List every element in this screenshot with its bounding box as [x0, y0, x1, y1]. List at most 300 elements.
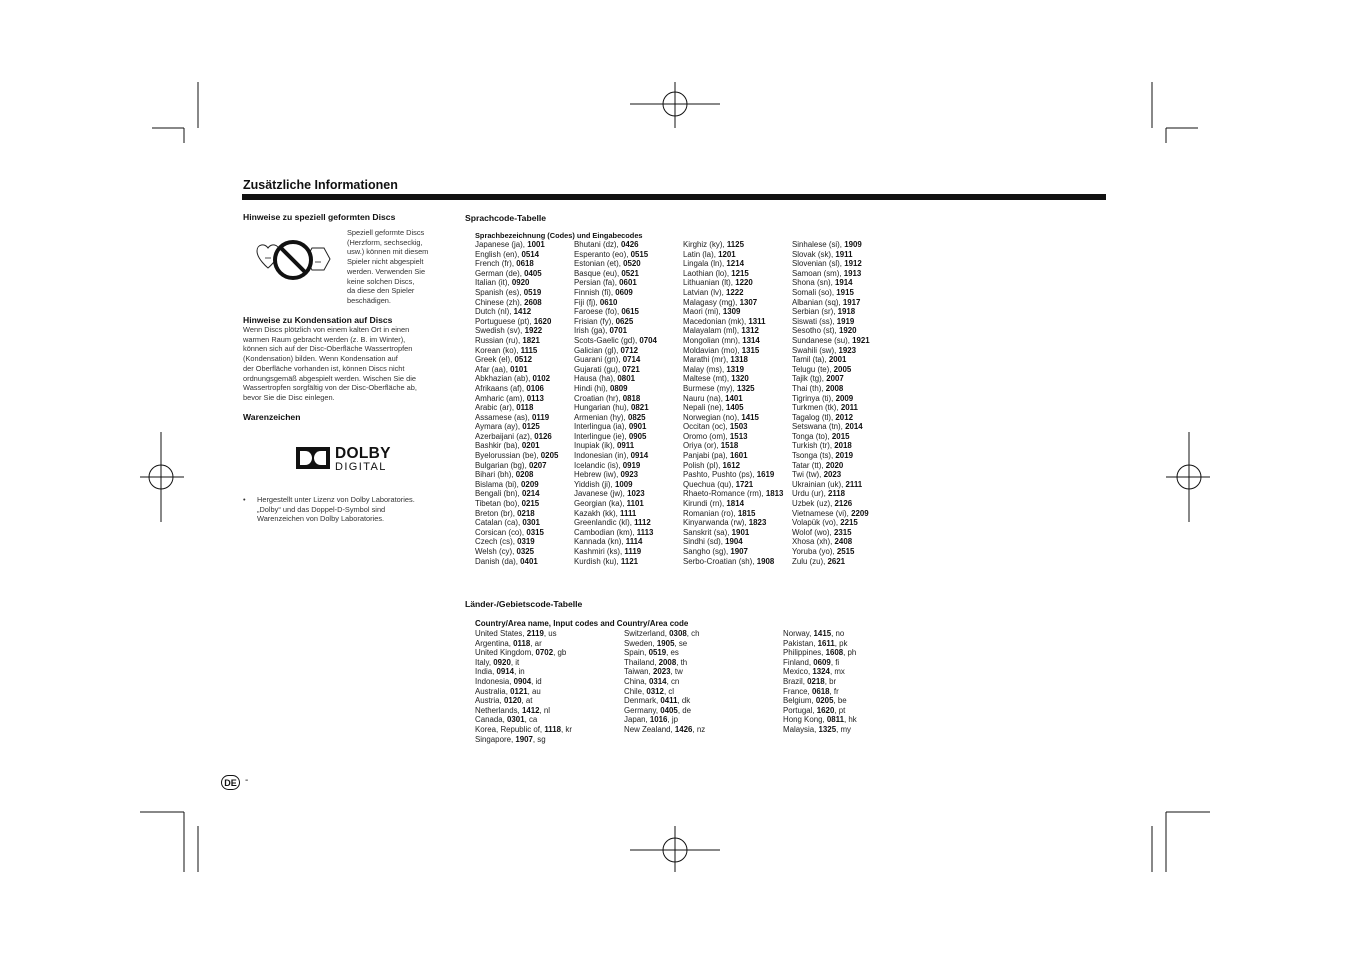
entry-name: Indonesia, — [475, 676, 514, 686]
table-row — [783, 658, 857, 668]
table-row — [792, 413, 870, 423]
entry-name: Kazakh (kk), — [574, 508, 621, 518]
entry-name: Pakistan, — [783, 638, 818, 648]
entry-name: Breton (br), — [475, 508, 518, 518]
entry-name: Swedish (sv), — [475, 326, 525, 336]
table-row — [574, 537, 657, 547]
entry-code: 1921 — [852, 335, 870, 345]
entry-code: 1415 — [741, 412, 759, 422]
table-row — [683, 547, 783, 557]
entry-code: 0209 — [521, 479, 539, 489]
table-row — [475, 696, 572, 706]
table-row — [574, 403, 657, 413]
table-row — [475, 489, 558, 499]
entry-name: Tajik (tg), — [792, 374, 827, 384]
entry-name: Basque (eu), — [574, 268, 622, 278]
table-row — [574, 441, 657, 451]
table-row — [792, 470, 870, 480]
table-row — [574, 288, 657, 298]
table-row — [683, 557, 783, 567]
table-row — [475, 537, 558, 547]
entry-code: 2020 — [825, 460, 844, 470]
entry-code: 1101 — [626, 499, 644, 509]
table-row — [475, 278, 558, 288]
table-row — [792, 509, 870, 519]
table-row — [624, 706, 705, 716]
entry-name: Finnish (fi), — [574, 287, 616, 297]
entry-name: Hungarian (hu), — [574, 403, 632, 413]
entry-name: Spain, — [624, 648, 649, 658]
table-row — [574, 451, 657, 461]
entry-name: Denmark, — [624, 696, 661, 706]
entry-name: Mongolian (mn), — [683, 335, 743, 345]
table-row — [574, 547, 657, 557]
table-row — [475, 470, 558, 480]
entry-name: Fiji (fj), — [574, 297, 600, 307]
language-column-2 — [574, 240, 657, 566]
entry-name: Bengali (bn), — [475, 489, 522, 499]
table-row — [792, 432, 870, 442]
entry-name: Interlingue (ie), — [574, 431, 629, 441]
table-row — [574, 509, 657, 519]
entry-code: 1904 — [725, 537, 743, 547]
entry-code: 0205 — [815, 696, 834, 706]
table-row — [783, 725, 857, 735]
entry-name: United Kingdom, — [475, 648, 536, 658]
entry-code: 2005 — [833, 364, 852, 374]
table-row — [792, 355, 870, 365]
entry-name: Norway, — [783, 629, 814, 638]
entry-code: 1111 — [620, 508, 637, 518]
table-row — [624, 648, 705, 658]
table-row — [792, 317, 870, 327]
entry-code: 1220 — [735, 278, 753, 288]
entry-code: 0514 — [521, 249, 540, 259]
entry-code: 0801 — [617, 374, 635, 384]
entry-code: 1001 — [527, 240, 545, 249]
entry-code: 0818 — [622, 393, 641, 403]
table-row — [574, 499, 657, 509]
entry-area-code: , kr — [561, 724, 572, 734]
table-row — [475, 422, 558, 432]
entry-name: Czech (cs), — [475, 537, 518, 547]
page-number: - — [245, 775, 249, 786]
entry-code: 0119 — [532, 412, 550, 422]
entry-area-code: , nl — [539, 705, 551, 715]
dolby-logo-line2: DIGITAL — [335, 461, 387, 473]
entry-name: German (de), — [475, 268, 525, 278]
table-row — [624, 629, 705, 639]
table-row — [475, 403, 558, 413]
table-row — [792, 451, 870, 461]
entry-code: 0923 — [620, 470, 639, 480]
entry-name: Sesotho (st), — [792, 326, 839, 336]
entry-name: Tigrinya (ti), — [792, 393, 836, 403]
table-row — [792, 394, 870, 404]
entry-name: Serbian (sr), — [792, 307, 838, 317]
table-row — [683, 278, 783, 288]
table-row — [683, 346, 783, 356]
table-row — [574, 518, 657, 528]
entry-area-code: , sg — [532, 734, 546, 744]
table-row — [475, 735, 572, 745]
entry-name: Cambodian (km), — [574, 527, 637, 537]
table-row — [792, 346, 870, 356]
table-row — [792, 250, 870, 260]
entry-name: Malayalam (ml), — [683, 326, 742, 336]
entry-code: 0405 — [660, 705, 678, 715]
entry-name: Indonesian (in), — [574, 451, 631, 461]
entry-code: 2515 — [836, 547, 855, 556]
entry-name: Afar (aa), — [475, 364, 511, 374]
table-row — [475, 639, 572, 649]
entry-code: 2012 — [835, 412, 853, 422]
entry-code: 1324 — [812, 667, 830, 677]
entry-name: Uzbek (uz), — [792, 499, 835, 509]
entry-code: 0207 — [528, 460, 547, 470]
table-row — [683, 240, 783, 250]
entry-name: Sanskrit (sa), — [683, 527, 732, 537]
table-row — [574, 374, 657, 384]
entry-name: Shona (sn), — [792, 278, 835, 288]
entry-area-code: , id — [531, 676, 542, 686]
entry-code: 1601 — [729, 451, 748, 461]
table-row — [475, 509, 558, 519]
entry-code: 0905 — [628, 431, 647, 441]
table-row — [683, 489, 783, 499]
table-row — [574, 413, 657, 423]
table-row — [683, 403, 783, 413]
entry-name: Corsican (co), — [475, 527, 527, 537]
entry-name: Nauru (na), — [683, 393, 726, 403]
entry-name: Kinyarwanda (rw), — [683, 518, 749, 528]
entry-code: 0319 — [517, 537, 535, 547]
table-row — [683, 259, 783, 269]
entry-code: 0314 — [649, 676, 667, 686]
entry-name: Marathi (mr), — [683, 355, 731, 365]
entry-code: 0825 — [627, 412, 646, 422]
entry-name: France, — [783, 686, 812, 696]
entry-code: 0301 — [507, 715, 525, 725]
entry-name: Japan, — [624, 715, 650, 725]
table-row — [574, 336, 657, 346]
entry-name: Swahili (sw), — [792, 345, 839, 355]
table-row — [574, 269, 657, 279]
entry-name: Abkhazian (ab), — [475, 374, 533, 384]
table-row — [574, 240, 657, 250]
entry-name: Dutch (nl), — [475, 307, 514, 317]
table-row — [783, 667, 857, 677]
entry-code: 1401 — [725, 393, 743, 403]
entry-code: 0214 — [521, 489, 540, 499]
entry-name: Netherlands, — [475, 705, 522, 715]
entry-name: Sweden, — [624, 638, 657, 648]
table-row — [624, 677, 705, 687]
entry-name: Slovak (sk), — [792, 249, 836, 259]
table-row — [475, 547, 558, 557]
entry-name: Sundanese (su), — [792, 335, 853, 345]
entry-name: Faroese (fo), — [574, 307, 622, 317]
entry-name: Inupiak (ik), — [574, 441, 617, 451]
entry-code: 0120 — [503, 696, 522, 706]
entry-code: 1608 — [825, 648, 844, 658]
entry-code: 1325 — [736, 383, 755, 393]
entry-code: 1920 — [838, 326, 857, 336]
table-row — [574, 557, 657, 567]
entry-area-code: , de — [677, 705, 691, 715]
table-row — [624, 658, 705, 668]
entry-area-code: , tw — [670, 667, 683, 677]
table-row — [475, 269, 558, 279]
entry-code: 1315 — [741, 345, 760, 355]
entry-code: 1112 — [634, 518, 651, 528]
table-row — [792, 403, 870, 413]
entry-code: 2019 — [835, 451, 853, 461]
entry-name: Occitan (oc), — [683, 422, 730, 432]
entry-code: 0102 — [532, 374, 551, 384]
entry-name: Finland, — [783, 657, 814, 667]
entry-name: Serbo-Croatian (sh), — [683, 556, 757, 566]
table-row — [475, 677, 572, 687]
entry-name: Japanese (ja), — [475, 240, 528, 249]
table-row — [683, 250, 783, 260]
entry-name: Tagalog (tl), — [792, 412, 836, 422]
entry-name: Arabic (ar), — [475, 403, 517, 413]
language-table-title: Sprachcode-Tabelle — [465, 213, 547, 223]
entry-code: 0201 — [521, 441, 540, 451]
entry-name: New Zealand, — [624, 724, 675, 734]
table-row — [783, 696, 857, 706]
table-row — [792, 269, 870, 279]
table-row — [683, 499, 783, 509]
entry-area-code: , at — [521, 696, 533, 706]
table-row — [792, 259, 870, 269]
table-row — [792, 422, 870, 432]
entry-name: Persian (fa), — [574, 278, 620, 288]
entry-name: Malagasy (mg), — [683, 297, 740, 307]
table-row — [574, 470, 657, 480]
entry-name: Wolof (wo), — [792, 527, 834, 537]
entry-name: Polish (pl), — [683, 460, 723, 470]
entry-code: 0101 — [510, 364, 528, 374]
entry-name: Bhutani (dz), — [574, 240, 621, 249]
entry-name: Welsh (cy), — [475, 547, 517, 556]
table-row — [683, 307, 783, 317]
table-row — [475, 298, 558, 308]
language-table-subtitle: Sprachbezeichnung (Codes) und Eingabecodes — [475, 231, 643, 240]
condensation-title: Hinweise zu Kondensation auf Discs — [243, 315, 393, 325]
entry-code: 0519 — [648, 648, 667, 658]
entry-code: 0519 — [523, 287, 542, 297]
entry-code: 1914 — [834, 278, 853, 288]
no-special-disc-icon — [252, 238, 336, 284]
entry-name: Macedonian (mk), — [683, 316, 749, 326]
entry-code: 2215 — [840, 518, 858, 528]
table-row — [683, 451, 783, 461]
entry-name: Hong Kong, — [783, 715, 827, 725]
table-row — [574, 365, 657, 375]
entry-code: 0512 — [514, 355, 533, 365]
table-row — [792, 336, 870, 346]
entry-code: 0701 — [609, 326, 628, 336]
language-column-1 — [475, 240, 558, 566]
entry-name: United States, — [475, 629, 527, 638]
table-row — [783, 687, 857, 697]
country-table-subtitle: Country/Area name, Input codes and Country/Area code — [475, 619, 689, 628]
entry-name: Volapük (vo), — [792, 518, 841, 528]
entry-name: Australia, — [475, 686, 511, 696]
entry-name: Malay (ms), — [683, 364, 727, 374]
entry-code: 1412 — [521, 705, 540, 715]
entry-code: 0218 — [807, 676, 825, 686]
language-column-3 — [683, 240, 783, 566]
entry-code: 0609 — [615, 287, 633, 297]
table-row — [475, 346, 558, 356]
entry-code: 1023 — [627, 489, 645, 499]
table-row — [475, 441, 558, 451]
entry-area-code: , my — [836, 724, 851, 734]
entry-code: 0520 — [623, 259, 641, 269]
table-row — [792, 278, 870, 288]
table-row — [574, 355, 657, 365]
table-row — [475, 250, 558, 260]
entry-name: Scots-Gaelic (gd), — [574, 335, 640, 345]
entry-area-code: , it — [510, 657, 520, 667]
entry-name: India, — [475, 667, 497, 677]
entry-code: 2014 — [845, 422, 863, 432]
entry-name: Spanish (es), — [475, 287, 524, 297]
table-row — [475, 259, 558, 269]
entry-area-code: , in — [514, 667, 525, 677]
entry-code: 1908 — [756, 556, 775, 566]
entry-area-code: , br — [824, 676, 837, 686]
entry-area-code: , no — [831, 629, 845, 638]
language-badge: DE — [221, 775, 240, 790]
table-row — [475, 499, 558, 509]
table-row — [683, 432, 783, 442]
entry-code: 1503 — [729, 422, 748, 432]
entry-name: Brazil, — [783, 676, 808, 686]
entry-code: 1901 — [731, 527, 750, 537]
table-row — [574, 432, 657, 442]
entry-code: 1311 — [748, 316, 766, 326]
entry-name: French (fr), — [475, 259, 517, 269]
bullet-mark: • — [243, 495, 246, 504]
table-row — [475, 288, 558, 298]
entry-code: 0312 — [646, 686, 664, 696]
entry-code: 0208 — [515, 470, 534, 480]
entry-name: Kirghiz (ky), — [683, 240, 727, 249]
entry-code: 0609 — [813, 657, 831, 667]
entry-code: 1215 — [731, 268, 749, 278]
entry-code: 0618 — [516, 259, 534, 269]
entry-name: Aymara (ay), — [475, 422, 523, 432]
country-table-title: Länder-/Gebietscode-Tabelle — [465, 599, 583, 609]
entry-code: 2209 — [851, 508, 869, 518]
entry-area-code: , cn — [666, 676, 680, 686]
entry-code: 0401 — [520, 556, 538, 566]
entry-area-code: , mx — [829, 667, 845, 677]
table-row — [792, 298, 870, 308]
entry-name: Panjabi (pa), — [683, 451, 730, 461]
table-row — [683, 336, 783, 346]
entry-name: Irish (ga), — [574, 326, 610, 336]
table-row — [574, 422, 657, 432]
entry-code: 2007 — [826, 374, 844, 384]
entry-name: Austria, — [475, 696, 504, 706]
entry-name: Sinhalese (si), — [792, 240, 845, 249]
entry-name: Oromo (om), — [683, 431, 730, 441]
entry-code: 0811 — [826, 715, 844, 725]
entry-code: 1415 — [813, 629, 832, 638]
entry-name: Guarani (gn), — [574, 355, 623, 365]
table-row — [574, 480, 657, 490]
entry-name: Hausa (ha), — [574, 374, 618, 384]
trademarks-title: Warenzeichen — [243, 412, 301, 422]
entry-code: 0521 — [621, 268, 639, 278]
entry-name: Latvian (lv), — [683, 287, 726, 297]
entry-name: Thai (th), — [792, 383, 826, 393]
entry-name: Bihari (bh), — [475, 470, 516, 480]
table-row — [475, 528, 558, 538]
table-row — [624, 725, 705, 735]
entry-area-code: , hk — [844, 715, 857, 725]
table-row — [683, 269, 783, 279]
entry-name: Mexico, — [783, 667, 813, 677]
table-row — [475, 725, 572, 735]
entry-code: 2621 — [827, 556, 846, 566]
entry-name: English (en), — [475, 249, 522, 259]
table-row — [792, 365, 870, 375]
entry-code: 2011 — [840, 403, 858, 413]
table-row — [574, 489, 657, 499]
table-row — [792, 384, 870, 394]
table-row — [475, 451, 558, 461]
table-row — [574, 461, 657, 471]
table-row — [792, 489, 870, 499]
special-discs-title: Hinweise zu speziell geformten Discs — [243, 212, 396, 222]
entry-code: 0721 — [622, 364, 640, 374]
entry-name: Korean (ko), — [475, 345, 521, 355]
entry-code: 1125 — [726, 240, 744, 249]
table-row — [574, 259, 657, 269]
table-row — [475, 326, 558, 336]
entry-code: 2608 — [524, 297, 542, 307]
entry-name: Lingala (ln), — [683, 259, 727, 269]
entry-code: 2126 — [834, 499, 853, 509]
entry-code: 0714 — [622, 355, 641, 365]
table-row — [783, 715, 857, 725]
entry-name: Romanian (ro), — [683, 508, 738, 518]
table-row — [475, 706, 572, 716]
table-row — [792, 557, 870, 567]
table-row — [475, 687, 572, 697]
entry-name: Canada, — [475, 715, 508, 725]
entry-name: Maori (mi), — [683, 307, 723, 317]
entry-name: Chinese (zh), — [475, 297, 525, 307]
entry-name: Vietnamese (vi), — [792, 508, 852, 518]
entry-name: Greek (el), — [475, 355, 515, 365]
entry-name: Germany, — [624, 705, 661, 715]
entry-name: Tamil (ta), — [792, 355, 829, 365]
entry-code: 2008 — [658, 657, 677, 667]
table-row — [475, 461, 558, 471]
entry-code: 2015 — [831, 431, 850, 441]
table-row — [574, 278, 657, 288]
table-row — [783, 629, 857, 639]
entry-code: 1907 — [515, 734, 533, 744]
entry-name: Greenlandic (kl), — [574, 518, 635, 528]
